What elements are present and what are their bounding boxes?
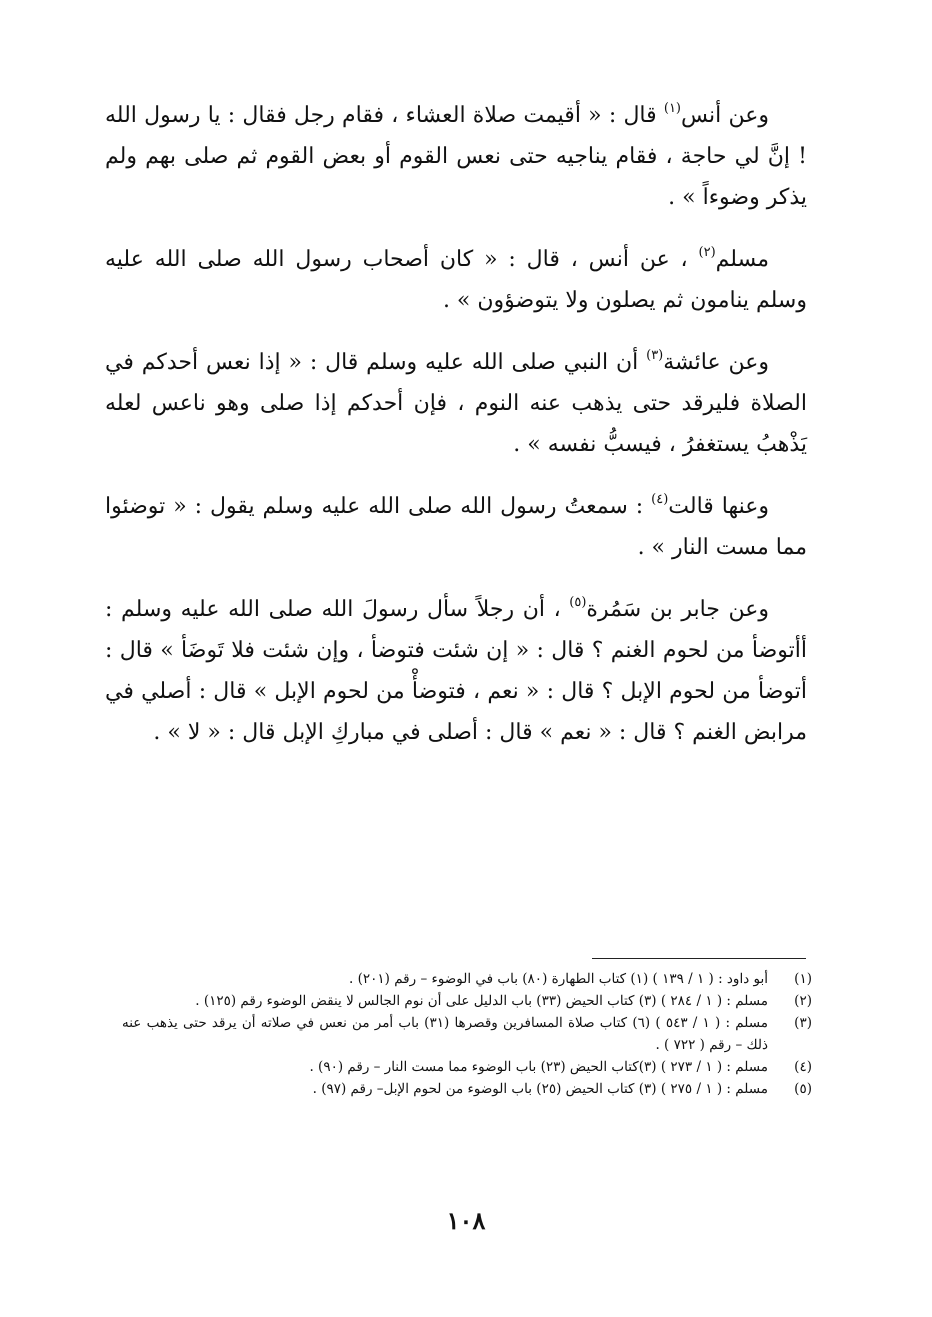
paragraph-lead: مسلم (715, 247, 769, 272)
footnote-ref: (٣) (646, 348, 664, 363)
paragraph-text: قال : « أقيمت صلاة العشاء ، فقام رجل فقال : يا رسول الله ! إنَّ لي حاجة ، فقام يناجيه حتى نعس القوم أو بعض القوم ثم صلى بهم ولم يذكر وضوءاً » . (105, 103, 807, 210)
paragraph-lead: وعن أنس (681, 103, 769, 128)
paragraph-2 (105, 239, 807, 321)
paragraph-lead: وعن جابر بن سَمُرة (586, 597, 769, 622)
footnote-number: (٢) (794, 993, 812, 1009)
footnote-text: مسلم : ( ١ / ٢٧٣ ) (٣)كتاب الحيض (٢٣) باب الوضوء مما مست النار – رقم (٩٠) . (309, 1059, 768, 1075)
footnote-ref: (٥) (569, 595, 587, 610)
footnote-4 (122, 1056, 812, 1078)
footnote-text: مسلم : ( ١ / ٥٤٣ ) (٦) كتاب صلاة المسافرين وقصرها (٣١) باب أمر من نعس في صلاته أن يرقد حتى يذهب عنه ذلك – رقم ( ٧٢٢ ) . (122, 1015, 768, 1053)
paragraph-lead: وعن عائشة (663, 350, 769, 375)
footnote-1 (122, 968, 812, 990)
paragraph-text: : سمعتُ رسول الله صلى الله عليه وسلم يقول : « توضئوا مما مست النار » . (105, 494, 807, 560)
paragraph-lead: وعنها قالت (668, 494, 769, 519)
paragraph-text: ، أن رجلاً سأل رسولَ الله صلى الله عليه وسلم : أأتوضأ من لحوم الغنم ؟ قال : « إن شئت فتوضأ ، وإن شئت فلا تَوضَأ » قال : أتوضأ من لحوم الإبل ؟ قال : « نعم ، فتوضأْ من لحوم الإبل » قال : أصلي في مرابض الغنم ؟ قال : « نعم » قال : أصلى في مباركِ الإبل قال : « لا » . (105, 597, 807, 745)
footnote-2 (122, 990, 812, 1012)
footnote-separator (592, 958, 806, 959)
footnote-3 (122, 1012, 812, 1056)
paragraph-1 (105, 95, 807, 218)
page-number: ١٠٨ (446, 1206, 486, 1235)
paragraph-text: أن النبي صلى الله عليه وسلم قال : « إذا نعس أحدكم في الصلاة فليرقد حتى يذهب عنه النوم ، فإن أحدكم إذا صلى وهو ناعس لعله يَذْهبُ يستغفرُ ، فيسبُّ نفسه » . (105, 350, 807, 457)
footnote-number: (٥) (794, 1081, 812, 1097)
paragraph-3 (105, 342, 807, 465)
footnote-ref: (١) (663, 101, 681, 116)
footnote-ref: (٤) (651, 492, 669, 507)
paragraph-text: ، عن أنس ، قال : « كان أصحاب رسول الله صلى الله عليه وسلم ينامون ثم يصلون ولا يتوضؤون » . (105, 247, 807, 313)
footnote-ref: (٢) (698, 245, 716, 260)
footnotes (122, 968, 812, 1100)
footnote-number: (٣) (794, 1015, 812, 1031)
footnote-number: (٤) (794, 1059, 812, 1075)
footnote-text: مسلم : ( ١ / ٢٧٥ ) (٣) كتاب الحيض (٢٥) باب الوضوء من لحوم الإبل– رقم (٩٧) . (312, 1081, 768, 1097)
paragraph-5 (105, 589, 807, 753)
footnote-text: أبو داود : ( ١ / ١٣٩ ) (١) كتاب الطهارة (٨٠) باب في الوضوء – رقم (٢٠١) . (349, 971, 768, 987)
paragraph-4 (105, 486, 807, 568)
footnote-5 (122, 1078, 812, 1100)
main-text (105, 95, 807, 774)
footnote-number: (١) (794, 971, 812, 987)
footnote-text: مسلم : ( ١ / ٢٨٤ ) (٣) كتاب الحيض (٣٣) باب الدليل على أن نوم الجالس لا ينقض الوضوء رقم (١٢٥) . (195, 993, 768, 1009)
